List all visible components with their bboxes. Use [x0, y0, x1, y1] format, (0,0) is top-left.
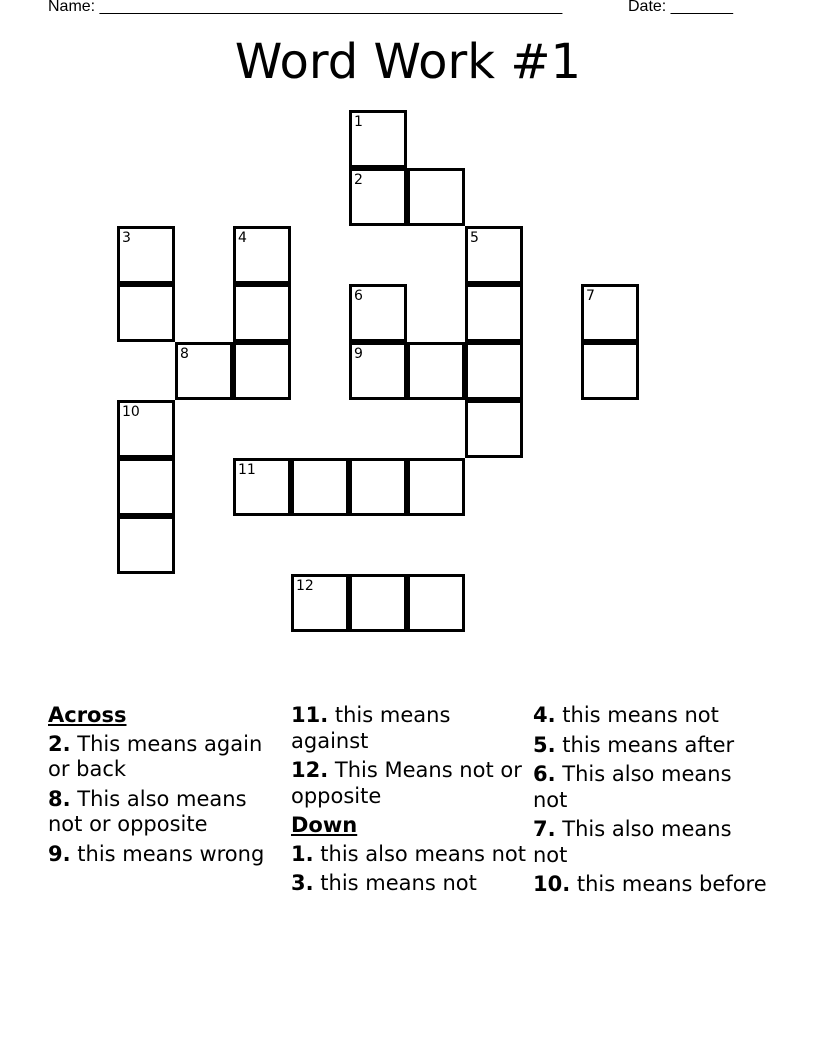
cell-number: 12: [296, 578, 314, 594]
clue-down-3: 3. this means not: [291, 871, 477, 895]
page-title: Word Work #1: [234, 34, 582, 90]
clue-down-6: 6. This also means not: [533, 762, 732, 812]
crossword-cell[interactable]: [349, 168, 407, 226]
clue-down-4: 4. this means not: [533, 703, 719, 727]
date-field: Date: _______: [628, 0, 733, 15]
clues-column-1: [48, 703, 283, 871]
crossword-cell[interactable]: [407, 168, 465, 226]
cell-number: 6: [354, 288, 363, 304]
crossword-cell[interactable]: [117, 226, 175, 284]
crossword-cell[interactable]: [117, 284, 175, 342]
cell-number: 3: [122, 230, 131, 246]
cell-number: 5: [470, 230, 479, 246]
crossword-cell[interactable]: [117, 516, 175, 574]
clue-across-9: 9. this means wrong: [48, 841, 265, 866]
cell-number: 8: [180, 346, 189, 362]
crossword-cell[interactable]: [349, 458, 407, 516]
clue-down-5: 5. this means after: [533, 732, 735, 757]
crossword-cell[interactable]: [349, 342, 407, 400]
cell-number: 7: [586, 288, 595, 304]
clue-across-12: 12. This Means not or opposite: [291, 758, 522, 808]
clue-across-8: 8. This also means not or opposite: [48, 786, 247, 836]
crossword-cell[interactable]: [465, 226, 523, 284]
crossword-cell[interactable]: [291, 458, 349, 516]
crossword-cell[interactable]: [581, 284, 639, 342]
crossword-cell[interactable]: [465, 342, 523, 400]
clue-across-2: 2. This means again or back: [48, 731, 263, 781]
cell-number: 9: [354, 346, 363, 362]
crossword-cell[interactable]: [465, 400, 523, 458]
crossword-cell[interactable]: [407, 458, 465, 516]
crossword-cell[interactable]: [349, 110, 407, 168]
crossword-cell[interactable]: [407, 342, 465, 400]
crossword-cell[interactable]: [117, 458, 175, 516]
crossword-cell[interactable]: [233, 458, 291, 516]
crossword-cell[interactable]: [581, 342, 639, 400]
across-heading: Across: [48, 703, 127, 727]
clues-column-2: [291, 703, 526, 901]
cell-number: 2: [354, 172, 363, 188]
crossword-cell[interactable]: [233, 284, 291, 342]
crossword-cell[interactable]: [175, 342, 233, 400]
down-heading: Down: [291, 813, 358, 837]
cell-number: 11: [238, 462, 256, 478]
crossword-cell[interactable]: [465, 284, 523, 342]
clue-down-7: 7. This also means not: [533, 817, 732, 867]
crossword-cell[interactable]: [407, 574, 465, 632]
crossword-cell[interactable]: [233, 226, 291, 284]
crossword-cell[interactable]: [291, 574, 349, 632]
crossword-cell[interactable]: [117, 400, 175, 458]
crossword-cell[interactable]: [233, 342, 291, 400]
name-field: Name: ____________________________________________________: [48, 0, 563, 15]
clues-column-3: [533, 703, 768, 902]
cell-number: 10: [122, 404, 140, 420]
cell-number: 1: [354, 114, 363, 130]
cell-number: 4: [238, 230, 247, 246]
clue-down-10: 10. this means before: [533, 872, 767, 896]
clue-down-1: 1. this also means not: [291, 841, 527, 866]
crossword-cell[interactable]: [349, 574, 407, 632]
crossword-cell[interactable]: [349, 284, 407, 342]
clue-across-11: 11. this means against: [291, 703, 451, 753]
